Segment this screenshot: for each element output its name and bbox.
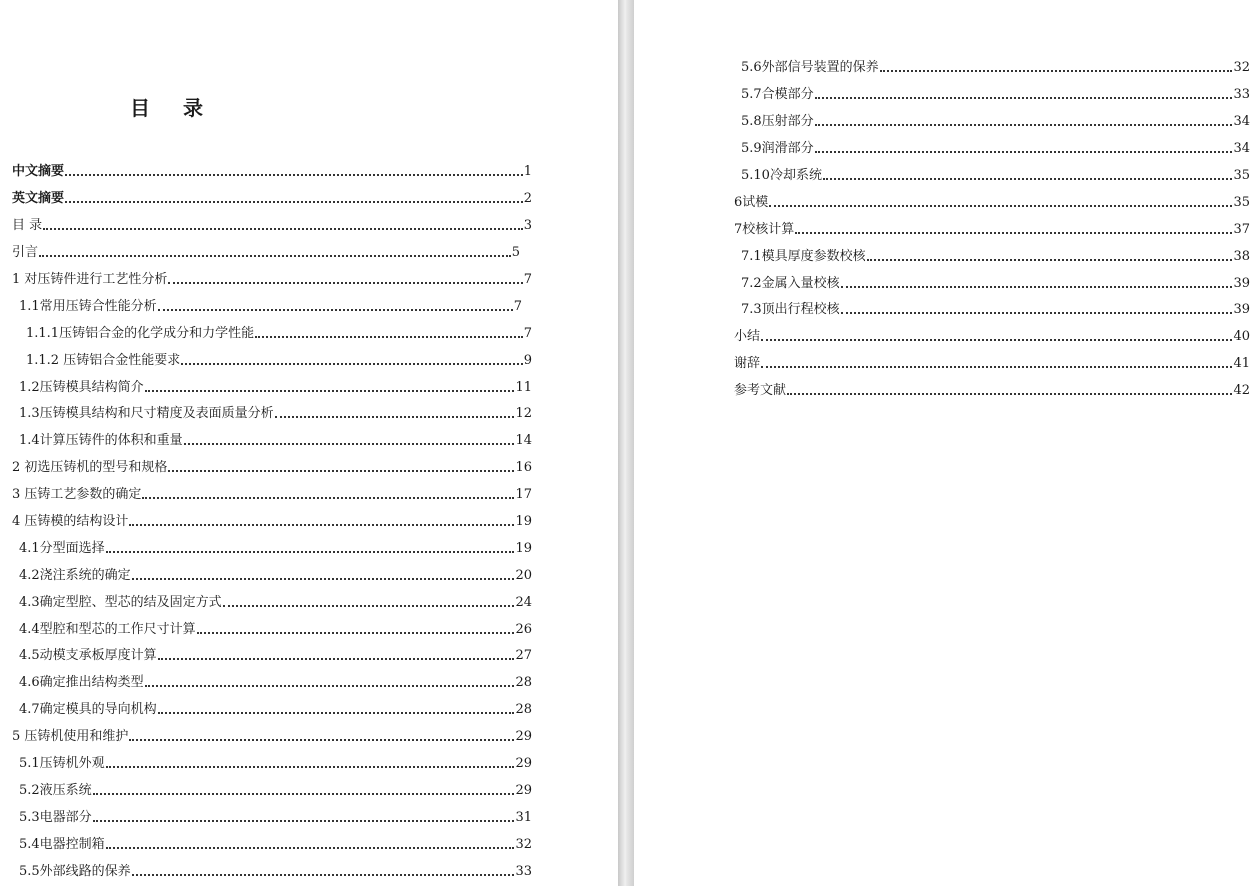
toc-dot-leader: [761, 362, 1232, 368]
toc-entry[interactable]: [0, 589, 532, 616]
toc-list-left: [0, 159, 618, 885]
toc-entry[interactable]: [0, 482, 532, 509]
toc-entry-page-number: 19: [515, 514, 532, 530]
toc-dot-leader: [158, 708, 515, 714]
toc-entry-label: 1.1常用压铸合性能分析: [19, 298, 157, 314]
toc-entry-page-number: 24: [515, 594, 532, 610]
document-page-right: [634, 0, 1257, 886]
toc-entry-page-number: 33: [1233, 87, 1250, 103]
toc-entry-label: 5.3电器部分: [19, 809, 92, 825]
document-page-left: [0, 0, 618, 886]
toc-entry-page-number: 39: [1233, 275, 1250, 291]
toc-entry-label: 英文摘要: [12, 191, 65, 207]
toc-entry-label: 4.2浇注系统的确定: [19, 567, 131, 583]
toc-entry-page-number: 7: [523, 272, 532, 287]
toc-entry-label: 1 对压铸件进行工艺性分析: [12, 272, 168, 287]
toc-entry[interactable]: [0, 401, 532, 428]
toc-entry[interactable]: [0, 535, 532, 562]
toc-entry[interactable]: [634, 216, 1250, 243]
toc-dot-leader: [275, 412, 515, 418]
toc-dot-leader: [197, 628, 515, 634]
toc-entry[interactable]: [0, 804, 532, 831]
toc-entry-page-number: 1: [523, 164, 532, 180]
toc-dot-leader: [761, 335, 1232, 341]
toc-entry-label: 1.1.2 压铸铝合金性能要求: [26, 352, 181, 368]
toc-entry[interactable]: [0, 751, 532, 778]
toc-entry-page-number: 35: [1233, 194, 1250, 210]
toc-entry-page-number: 28: [515, 702, 532, 718]
toc-entry-page-number: 11: [515, 379, 532, 395]
toc-entry-page-number: 19: [515, 540, 532, 556]
toc-dot-leader: [867, 255, 1233, 261]
toc-entry[interactable]: [0, 455, 532, 482]
toc-dot-leader: [168, 466, 514, 472]
toc-dot-leader: [106, 843, 515, 849]
toc-dot-leader: [106, 547, 515, 553]
toc-entry-label: 7.1模具厚度参数校核: [741, 248, 866, 264]
toc-dot-leader: [255, 332, 523, 338]
toc-title: [130, 92, 204, 121]
toc-entry[interactable]: [0, 643, 532, 670]
toc-entry[interactable]: [634, 243, 1250, 270]
toc-dot-leader: [129, 520, 514, 526]
toc-entry-label: 小结: [734, 329, 761, 345]
toc-entry-page-number: 37: [1233, 221, 1250, 237]
toc-entry[interactable]: [0, 320, 532, 347]
toc-dot-leader: [158, 654, 515, 660]
toc-entry[interactable]: [634, 163, 1250, 190]
toc-dot-leader: [181, 359, 523, 365]
toc-entry-page-number: 16: [515, 460, 532, 476]
toc-entry-page-number: 29: [515, 729, 532, 745]
toc-entry[interactable]: [634, 55, 1250, 82]
toc-dot-leader: [223, 601, 515, 607]
toc-dot-leader: [841, 282, 1233, 288]
toc-dot-leader: [158, 305, 513, 311]
toc-entry-page-number: 5: [511, 245, 520, 261]
toc-entry-page-number: 7: [523, 325, 532, 341]
toc-dot-leader: [132, 574, 515, 580]
toc-entry-label: 5.9润滑部分: [741, 141, 814, 157]
toc-entry[interactable]: [0, 428, 532, 455]
toc-entry-page-number: 34: [1233, 141, 1250, 157]
toc-entry-page-number: 34: [1233, 114, 1250, 130]
toc-entry-page-number: 28: [515, 675, 532, 691]
toc-entry-label: 3 压铸工艺参数的确定: [12, 487, 142, 503]
toc-entry-label: 5.7合模部分: [741, 87, 814, 103]
toc-entry-label: 1.4计算压铸件的体积和重量: [19, 433, 183, 449]
toc-entry[interactable]: [0, 509, 532, 536]
toc-dot-leader: [795, 228, 1232, 234]
page-gutter: [618, 0, 634, 886]
toc-entry[interactable]: [0, 347, 532, 374]
toc-entry[interactable]: [634, 378, 1250, 405]
toc-entry-label: 4.4型腔和型芯的工作尺寸计算: [19, 621, 196, 637]
toc-entry-label: 6试模: [734, 194, 769, 210]
toc-entry-label: 目 录: [12, 218, 43, 234]
toc-entry[interactable]: [0, 159, 532, 186]
toc-dot-leader: [106, 762, 515, 768]
toc-entry[interactable]: [0, 831, 532, 858]
toc-entry[interactable]: [0, 724, 532, 751]
toc-entry-page-number: 12: [515, 406, 532, 422]
toc-entry-label: 5.1压铸机外观: [19, 756, 105, 772]
toc-title-char-1: 目: [130, 96, 151, 120]
toc-dot-leader: [129, 735, 514, 741]
toc-entry-label: 1.1.1压铸铝合金的化学成分和力学性能: [26, 325, 255, 341]
toc-entry[interactable]: [634, 189, 1250, 216]
toc-entry-label: 5.10冷却系统: [741, 168, 822, 183]
toc-entry-label: 参考文献: [734, 383, 787, 399]
toc-entry-label: 7.3顶出行程校核: [741, 302, 840, 318]
toc-dot-leader: [132, 870, 515, 876]
toc-entry[interactable]: [0, 697, 532, 724]
toc-dot-leader: [787, 389, 1232, 395]
toc-entry-label: 5.4电器控制箱: [19, 836, 105, 852]
toc-entry-page-number: 17: [515, 487, 532, 503]
toc-dot-leader: [145, 386, 515, 392]
toc-entry-label: 5 压铸机使用和维护: [12, 729, 129, 745]
toc-entry-page-number: 32: [1233, 60, 1250, 76]
toc-entry-label: 4.6确定推出结构类型: [19, 675, 144, 691]
toc-dot-leader: [93, 816, 515, 822]
toc-entry-page-number: 40: [1233, 329, 1250, 345]
toc-entry[interactable]: [0, 777, 532, 804]
toc-entry-label: 7校核计算: [734, 221, 795, 237]
toc-entry[interactable]: [634, 351, 1250, 378]
toc-list-right: [634, 55, 1257, 405]
toc-entry-page-number: 42: [1233, 383, 1250, 399]
toc-dot-leader: [769, 201, 1232, 207]
toc-entry[interactable]: [0, 670, 532, 697]
toc-entry-page-number: 29: [515, 782, 532, 798]
toc-entry-label: 4 压铸模的结构设计: [12, 514, 129, 530]
toc-entry-page-number: 7: [513, 298, 522, 314]
toc-entry-label: 中文摘要: [12, 164, 65, 180]
toc-entry-page-number: 33: [515, 863, 532, 879]
toc-entry[interactable]: [0, 562, 532, 589]
toc-entry[interactable]: [0, 186, 532, 213]
toc-entry-page-number: 38: [1233, 248, 1250, 264]
toc-entry-page-number: 9: [523, 352, 532, 368]
toc-entry-label: 谢辞: [734, 356, 761, 372]
toc-dot-leader: [815, 93, 1233, 99]
toc-dot-leader: [823, 174, 1233, 180]
toc-entry[interactable]: [634, 136, 1250, 163]
toc-dot-leader: [168, 278, 522, 284]
toc-entry-page-number: 2: [523, 191, 532, 207]
toc-entry[interactable]: [0, 293, 522, 320]
toc-entry-page-number: 3: [523, 218, 532, 234]
toc-dot-leader: [841, 308, 1233, 314]
toc-entry[interactable]: [0, 267, 532, 294]
toc-entry-page-number: 14: [515, 433, 532, 449]
toc-dot-leader: [184, 439, 515, 445]
toc-entry-page-number: 39: [1233, 302, 1250, 318]
toc-entry-page-number: 20: [515, 567, 532, 583]
toc-entry-page-number: 35: [1233, 168, 1250, 183]
toc-dot-leader: [65, 170, 523, 176]
toc-entry-label: 4.1分型面选择: [19, 540, 105, 556]
toc-entry[interactable]: [0, 213, 532, 240]
toc-entry[interactable]: [634, 82, 1250, 109]
toc-entry[interactable]: [634, 270, 1250, 297]
toc-entry-label: 5.2液压系统: [19, 782, 92, 798]
toc-entry-label: 5.6外部信号装置的保养: [741, 60, 879, 76]
toc-entry[interactable]: [634, 109, 1250, 136]
toc-entry-label: 1.3压铸模具结构和尺寸精度及表面质量分析: [19, 406, 274, 422]
toc-dot-leader: [39, 251, 511, 257]
toc-entry-page-number: 31: [515, 809, 532, 825]
toc-entry[interactable]: [0, 374, 532, 401]
toc-entry-label: 5.5外部线路的保养: [19, 863, 131, 879]
toc-entry[interactable]: [634, 324, 1250, 351]
toc-entry-label: 7.2金属入量校核: [741, 275, 840, 291]
toc-entry-label: 1.2压铸模具结构简介: [19, 379, 144, 395]
toc-entry-page-number: 41: [1233, 356, 1250, 372]
toc-dot-leader: [142, 493, 514, 499]
toc-dot-leader: [43, 224, 523, 230]
toc-dot-leader: [815, 147, 1233, 153]
toc-entry-label: 4.3确定型腔、型芯的结及固定方式: [19, 594, 222, 610]
toc-dot-leader: [93, 789, 515, 795]
toc-entry[interactable]: [634, 297, 1250, 324]
toc-entry-page-number: 29: [515, 756, 532, 772]
toc-dot-leader: [815, 120, 1233, 126]
toc-entry-page-number: 26: [515, 621, 532, 637]
toc-dot-leader: [145, 681, 515, 687]
toc-entry-page-number: 27: [515, 648, 532, 664]
toc-entry[interactable]: [0, 858, 532, 885]
toc-title-char-2: 录: [183, 96, 204, 120]
toc-entry-label: 2 初选压铸机的型号和规格: [12, 460, 168, 476]
toc-entry[interactable]: [0, 240, 520, 267]
toc-entry-label: 引言: [12, 245, 39, 261]
toc-entry-label: 4.5动模支承板厚度计算: [19, 648, 157, 664]
toc-entry-page-number: 32: [515, 836, 532, 852]
toc-entry-label: 5.8压射部分: [741, 114, 814, 130]
toc-dot-leader: [65, 197, 523, 203]
toc-entry-label: 4.7确定模具的导向机构: [19, 702, 157, 718]
toc-dot-leader: [880, 66, 1233, 72]
toc-entry[interactable]: [0, 616, 532, 643]
